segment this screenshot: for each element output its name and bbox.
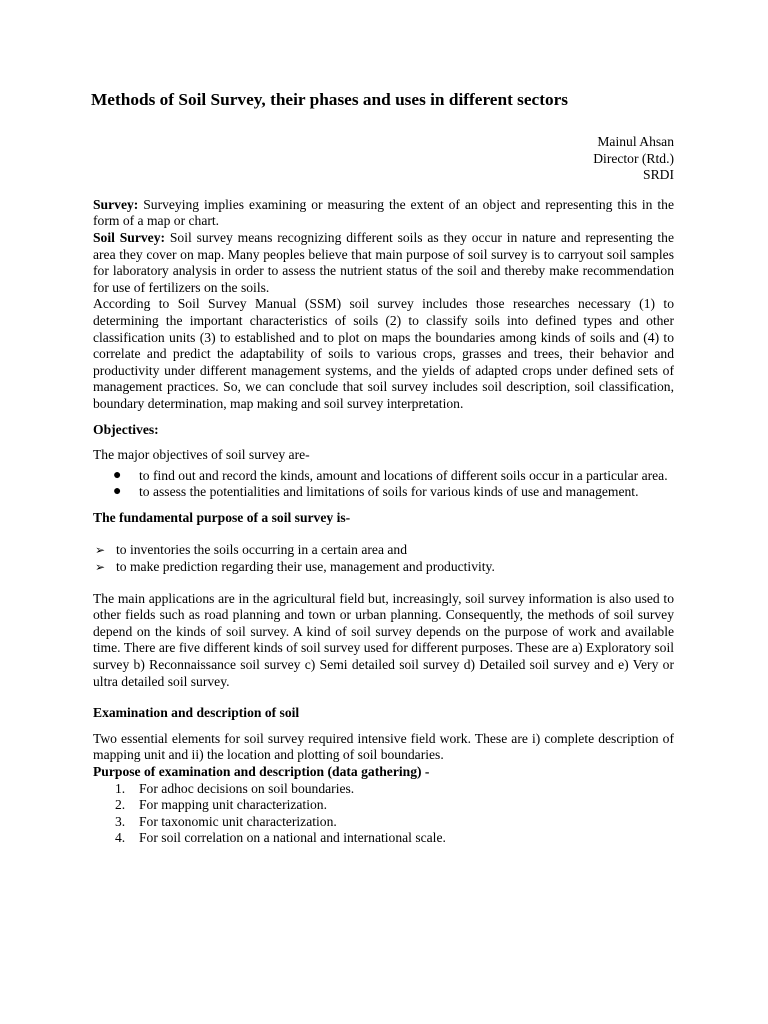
list-item: ➢ to inventories the soils occurring in a certain area and: [95, 542, 408, 558]
list-item: ➢ to make prediction regarding their use, management and productivity.: [95, 559, 495, 575]
objectives-list: [93, 468, 674, 501]
arrow-bullet-icon: ➢: [95, 543, 106, 558]
document-title: Methods of Soil Survey, their phases and uses in different sectors: [91, 90, 569, 109]
bullet-icon: ●: [113, 484, 122, 500]
list-item: 3. For taxonomic unit characterization.: [115, 813, 337, 829]
list-item: 4. For soil correlation on a national and international scale.: [115, 830, 446, 846]
list-item: ● to assess the potentialities and limitations of soils for various kinds of use and management.: [113, 484, 639, 500]
author-position: Director (Rtd.): [593, 150, 674, 166]
list-item: 1. For adhoc decisions on soil boundaries.: [115, 780, 355, 796]
author-block: [93, 134, 674, 184]
objectives-heading: Objectives:: [93, 421, 159, 437]
examination-heading: Examination and description of soil: [93, 705, 300, 721]
examination-paragraph: Two essential elements for soil survey required intensive field work. These are i) complete description of mapping unit and ii) the location and plotting of soil boundaries.: [93, 730, 674, 763]
examination-subheading: Purpose of examination and description (data gathering) -: [93, 764, 430, 779]
examination-purpose-list: [93, 781, 674, 847]
list-item: ● to find out and record the kinds, amount and locations of different soils occur in a particular area.: [113, 467, 668, 483]
survey-definition: [93, 197, 674, 230]
purpose-list: [93, 542, 674, 575]
soil-survey-text: Soil survey means recognizing different soils as they occur in nature and representing the area they cover on map. Many peoples believe that main purpose of soil survey is to carryout soil samples for laboratory analysis in order to assess the nutrient status of the soil and thereby make recommendation for use of fertilizers on the soils.: [93, 229, 674, 295]
applications-paragraph: The main applications are in the agricultural field but, increasingly, soil survey information is also used to other fields such as road planning and town or urban planning. Consequently, the methods of soil survey depend on the kinds of soil survey. A kind of soil survey depends on the purpose of work and available time. There are five different kinds of soil survey used for different purposes. These are a) Exploratory soil survey b) Reconnaissance soil survey c) Semi detailed soil survey d) Detailed soil survey and e) Very or ultra detailed soil survey.: [93, 590, 674, 689]
arrow-bullet-icon: ➢: [95, 560, 106, 575]
ssm-paragraph: According to Soil Survey Manual (SSM) soil survey includes those researches necessary (1) to determining the important characteristics of soils (2) to classify soils into defined types and other classification units (3) to established and to plot on maps the boundaries among kinds of soils and (4) to correlate and predict the adaptability of soils to various crops, grasses and trees, their behavior and productivity under different management systems, and the yields of adapted crops under defined sets of management practices. So, we can conclude that soil survey includes soil description, soil classification, boundary determination, map making and soil survey interpretation.: [93, 296, 674, 411]
objectives-intro: The major objectives of soil survey are-: [93, 447, 310, 463]
bullet-icon: ●: [113, 467, 122, 483]
purpose-heading: The fundamental purpose of a soil survey is-: [93, 509, 351, 525]
survey-text: Surveying implies examining or measuring the extent of an object and representing this in the form of a map or chart.: [93, 196, 674, 229]
author-name: Mainul Ahsan: [597, 134, 674, 149]
document-body: [93, 88, 674, 847]
soil-survey-definition: [93, 230, 674, 296]
list-item: 2. For mapping unit characterization.: [115, 797, 327, 813]
survey-term: Survey:: [93, 196, 139, 212]
soil-survey-term: Soil Survey:: [93, 229, 166, 245]
author-organization: SRDI: [643, 167, 674, 183]
